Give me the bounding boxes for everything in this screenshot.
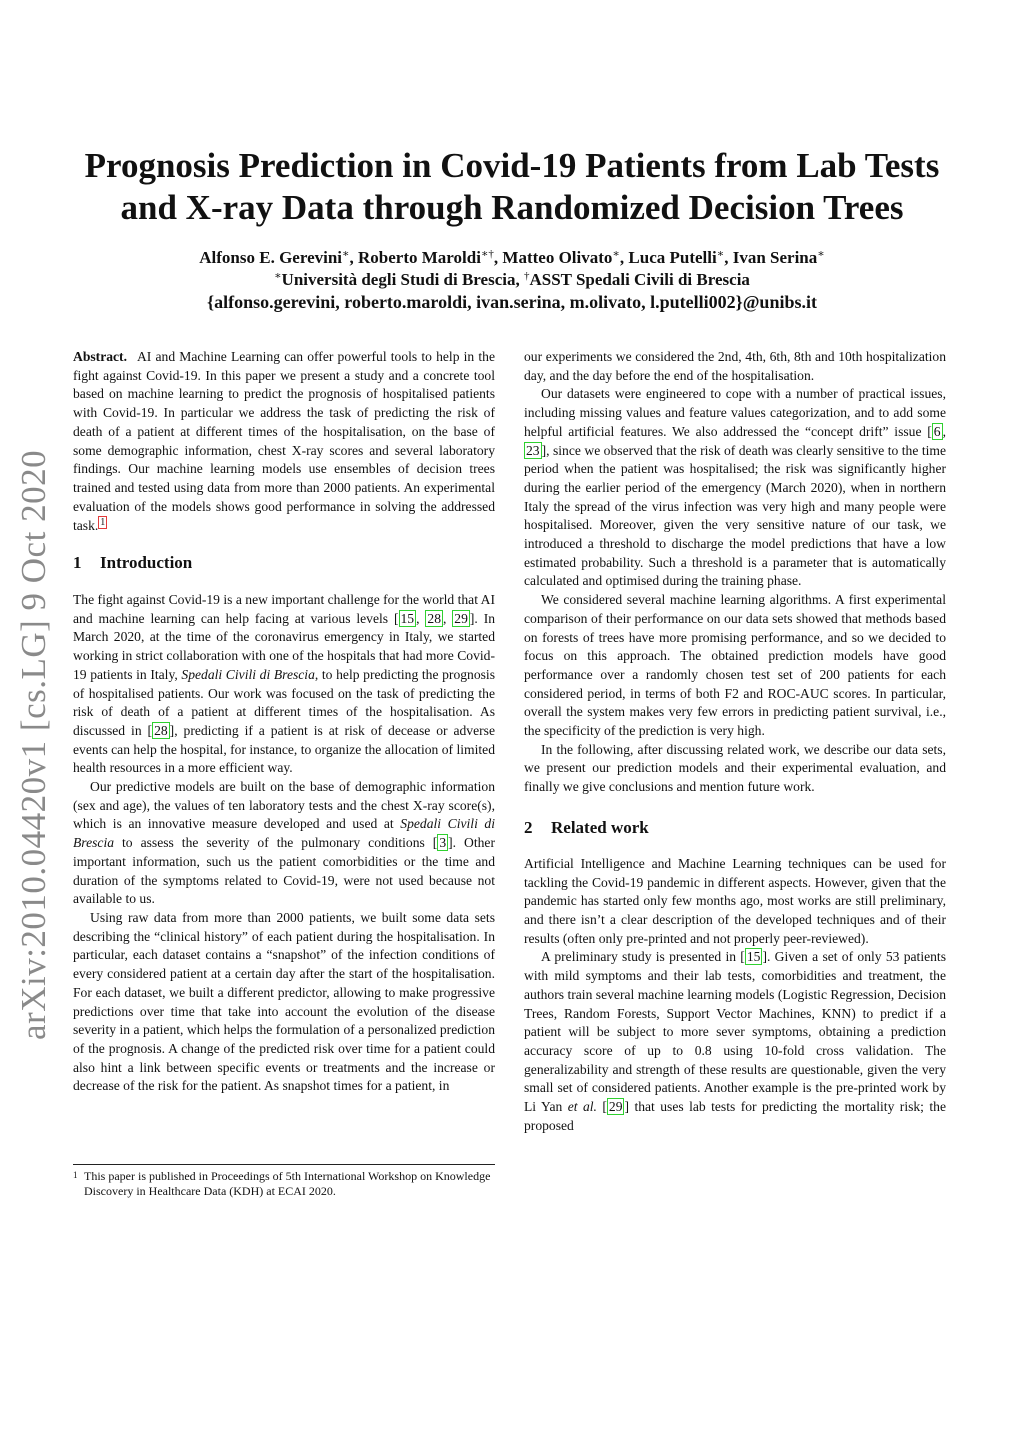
intro-paragraph-4: Our datasets were engineered to cope with a number of practical issues, including missing values and feature values categorization, and to add some helpful artificial features. We also addressed the “concept drift” issue [ 6 , 23 ], since we observed that the risk of death was clearly sensitive to the time period when the patient was hospitalised; the risk was significantly higher during the earlier period of the emergency (March 2020), when in northern Italy the spread of the virus infection was very high and many people were hospitalised. Moreover, given the very sensitive nature of our task, we introduced a threshold to discharge the model predictions that have a low estimated probability. Such a threshold is a parameter that is automatically calculated and optimised during the training phase. — [524, 386, 946, 589]
text: , to help predicting the prognosis of hospitalised patients. Our work was focused on the task of predicting the risk of death of a patient at different times of the hospitalisation. As discussed in [ — [73, 666, 495, 738]
text: A preliminary study is presented in [ — [541, 949, 745, 965]
hospital-name: Spedali Civili di Brescia — [181, 666, 315, 682]
intro-paragraph-6: In the following, after discussing related work, we describe our data sets, we present our prediction models and their experimental evaluation, and finally we give conclusions and mention future work. — [524, 741, 946, 795]
author-maroldi: , Roberto Maroldi — [349, 248, 481, 267]
hospital-name: Spedali Civili di Brescia — [73, 816, 496, 851]
text: ], predicting if a patient is at risk of decease or adverse events can help the hospital, for instance, to organize the allocation of limited health resources in a more efficient way. — [73, 722, 495, 776]
citation-link[interactable]: 28 — [154, 722, 168, 738]
affil-mark: ∗† — [480, 248, 494, 260]
paper-title — [60, 145, 964, 229]
affil-mark: ∗ — [612, 248, 620, 260]
affil-mark: ∗ — [274, 270, 282, 282]
citation-link[interactable]: 23 — [526, 442, 540, 458]
citation-link[interactable]: 29 — [454, 610, 468, 626]
author-gerevini: Alfonso E. Gerevini — [199, 248, 343, 267]
citation-link[interactable]: 3 — [439, 835, 447, 851]
affil-mark: † — [523, 270, 530, 282]
text: ]. In March 2020, at the time of the coronavirus emergency in Italy, we started working in strict collaboration with one of the hospitals that had more Covid-19 patients in Italy, — [73, 610, 496, 682]
author-serina: , Ivan Serina — [724, 248, 818, 267]
intro-paragraph-2 — [73, 778, 495, 909]
section-title: Related work — [551, 817, 649, 837]
text: ]. Given a set of only 53 patients with mild symptoms and their lab tests, comorbidities and treatment, the authors train several machine learning models (Logistic Regression, Decision Trees, Random Forests, Support Vector Machines, KNN) to predict if a patient will be subject to more sever symptoms, obtaining a prediction accuracy score of up to 0.8 using 10-fold cross validation. The generalizability and strength of these results are questionable, given the very small set of considered patients. Another example is the pre-printed work by Li Yan — [524, 949, 946, 1115]
text: The fight against Covid-19 is a new important challenge for the world that AI and machine learning can help facing at various levels [ — [73, 592, 495, 626]
section-heading-introduction — [73, 552, 495, 574]
author-block — [60, 247, 964, 313]
intro-paragraph-3: Using raw data from more than 2000 patients, we built some data sets describing the “clinical history” of each patient during the hospitalisation. In particular, each dataset contains a “snapshot” of the infection conditions of every considered patient at a certain day after the start of the hospitalisation. For each dataset, we built a different predictor, allowing to make progressive predictions over time that take into account the evolution of the disease severity in a patient, which helps the formulation of a personalized prediction of the prognosis. A change of the predicted risk over time for a patient could also hint a link between specific events or treatments and the increase or decrease of the risk for the patient. As snapshot times for a patient, in — [73, 909, 495, 1094]
left-column — [73, 348, 495, 1096]
affiliations — [60, 269, 964, 291]
text: ], since we observed that the risk of death was clearly sensitive to the time period when the patient was hospitalised; the risk was significantly higher during the earlier period of the emergency (March 2020), when in northern Italy the spread of the virus infection was very high and many people were hospitalised. Moreover, given the very sensitive nature of our task, we introduced a threshold to discharge the model predictions that have a low estimated probability. Such a threshold is a parameter that is automatically calculated and optimised during the training phase. — [524, 442, 946, 589]
section-number: 2 — [524, 817, 533, 837]
right-column — [524, 348, 946, 1135]
text: Our predictive models are built on the base of demographic information (sex and age), the values of ten laboratory tests and the chest X-ray score(s), which is an innovative measure developed and used at — [73, 779, 495, 832]
author-names — [60, 247, 964, 269]
author-olivato: , Matteo Olivato — [493, 248, 613, 267]
intro-paragraph-5: We considered several machine learning algorithms. A first experimental comparison of their performance on our data sets showed that methods based on forests of trees have more promising performance, and so we decided to focus on this approach. The obtained prediction models have good performance over a randomly chosen test set of 200 patients for each considered period, in terms of both F2 and ROC-AUC scores. In particular, overall the system makes very few errors in predicting patient survival, i.e., the specificity of the prediction is very high. — [524, 592, 946, 739]
footnote — [73, 1164, 495, 1199]
intro-paragraph-1: The fight against Covid-19 is a new important challenge for the world that AI and machine learning can help facing at various levels [ 15 , 28 , 29 ]. In March 2020, at the time of the coronavirus emergency in Italy, we started working in strict collaboration with one of the hospitals that had more Covid-19 patients in Italy, Spedali Civili di Brescia, to help predicting the prognosis of hospitalised patients. Our work was focused on the task of predicting the risk of death of a patient at different times of the hospitalisation. As discussed in [ 28 ], predicting if a patient is at risk of decease or adverse events can help the hospital, for instance, to organize the allocation of limited health resources in a more efficient way. — [73, 592, 496, 776]
section-title: Introduction — [100, 553, 193, 573]
affil-mark: ∗ — [817, 248, 825, 260]
related-paragraph-2: A preliminary study is presented in [ 15 ]. Given a set of only 53 patients with mild symptoms and their lab tests, comorbidities and treatment, the authors train several machine learning models (Logistic Regression, Decision Trees, Random Forests, Support Vector Machines, KNN) to predict if a patient will be subject to more sever symptoms, obtaining a prediction accuracy score of up to 0.8 using 10-fold cross validation. The generalizability and strength of these results are questionable, given the very small set of considered patients. Another example is the pre-printed work by Li Yan et al. [ 29 ] that uses lab tests for predicting the mortality risk; the proposed — [524, 949, 946, 1133]
text: ]. Other important information, such us the patient comorbidities or the time and duration of the symptoms related to Covid-19, were not used because not available to us. — [73, 835, 495, 907]
affil-mark: ∗ — [716, 248, 725, 260]
footnote-link[interactable]: 1 — [100, 517, 106, 529]
title-line-1: Prognosis Prediction in Covid-19 Patients from Lab Tests — [84, 146, 940, 185]
related-paragraph-1: Artificial Intelligence and Machine Learning techniques can be used for tackling the Covid-19 pandemic in different aspects. However, given that the pandemic has started only few months ago, most works are still preliminary, and there isn’t a clear description of the developed techniques and of their results (often only pre-printed and not properly peer-reviewed). — [524, 855, 946, 946]
citation-link[interactable]: 15 — [400, 610, 415, 626]
citation-link[interactable]: 15 — [746, 949, 761, 965]
text: that uses lab tests for predicting the mortality risk; the proposed — [524, 1099, 946, 1133]
affiliation-asst: ASST Spedali Civili di Brescia — [529, 270, 750, 289]
abstract — [73, 348, 495, 536]
et-al: et al. — [567, 1099, 597, 1115]
intro-paragraph-3-cont: our experiments we considered the 2nd, 4th, 6th, 8th and 10th hospitalization day, and the day before the end of the hospitalisation. — [524, 349, 946, 383]
author-putelli: , Luca Putelli — [619, 248, 717, 267]
citation-link[interactable]: 6 — [933, 423, 941, 439]
citation-link[interactable]: 28 — [427, 610, 441, 626]
text: to assess the severity of the pulmonary conditions [ — [114, 835, 438, 851]
section-number: 1 — [73, 553, 82, 573]
citation-link[interactable]: 29 — [608, 1099, 623, 1115]
affiliation-unibs: Università degli Studi di Brescia, — [281, 270, 524, 289]
title-line-2: and X-ray Data through Randomized Decision Trees — [120, 188, 904, 227]
abstract-label: Abstract. — [73, 349, 127, 364]
section-heading-related-work — [524, 817, 946, 839]
arxiv-identifier: arXiv:2010.04420v1 [cs.LG] 9 Oct 2020 — [14, 449, 53, 1040]
text: Our datasets were engineered to cope with a number of practical issues, including missing values and feature values categorization, and to add some helpful artificial features. We also addressed the “concept drift” issue [ — [524, 386, 946, 439]
affil-mark: ∗ — [342, 248, 350, 260]
author-emails: {alfonso.gerevini, roberto.maroldi, ivan.serina, m.olivato, l.putelli002}@unibs.it — [207, 292, 817, 312]
abstract-text: AI and Machine Learning can offer powerful tools to help in the fight against Covid-19. In this paper we present a study and a concrete tool based on machine learning to predict the prognosis of hospitalised patients with Covid-19. In particular we address the task of predicting the risk of death of a patient at different times of the hospitalisation, on the base of some demographic information, chest X-ray scores and several laboratory findings. Our machine learning models use ensembles of decision trees trained and tested using data from more than 2000 patients. An experimental evaluation of the models shows good performance in solving the addressed task. — [73, 349, 495, 534]
footnote-number: 1 — [73, 1170, 78, 1180]
footnote-text: This paper is published in Proceedings of 5th International Workshop on Knowledge Discovery in Healthcare Data (KDH) at ECAI 2020. — [84, 1169, 491, 1198]
